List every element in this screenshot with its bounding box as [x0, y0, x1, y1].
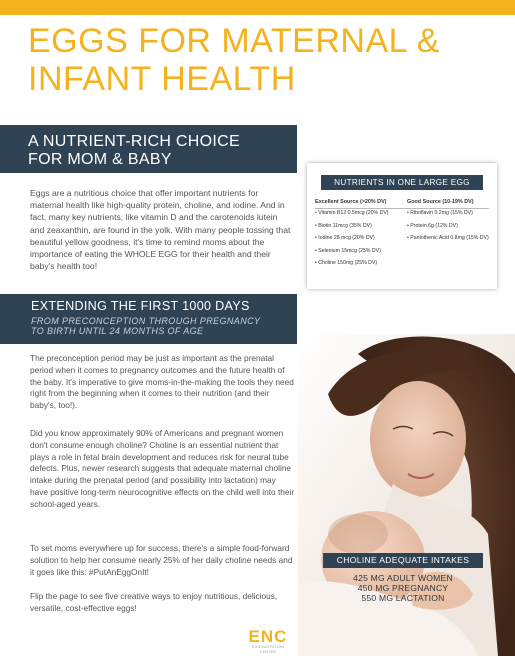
- nutrient-item: • Biotin 11mcg (35% DV): [315, 222, 372, 229]
- title-line-1: EGGS FOR MATERNAL &: [28, 22, 440, 60]
- banner2-subheading-1: FROM PRECONCEPTION THROUGH PREGNANCY: [31, 316, 261, 326]
- logo-subtext: EGG NUTRITION CENTER: [251, 645, 285, 654]
- logo-mark: ENC: [248, 627, 288, 646]
- choline-intakes-title: CHOLINE ADEQUATE INTAKES: [323, 553, 483, 568]
- excellent-source-column: [315, 199, 407, 272]
- top-accent-bar: [0, 0, 515, 15]
- nutrient-item: • Vitamin B12 0.5mcg (20% DV): [315, 210, 389, 216]
- excellent-source-header: Excellent Source (>20% DV): [315, 199, 387, 205]
- mother-baby-photo: [298, 334, 515, 656]
- choline-intakes-list: [323, 573, 483, 603]
- paragraph-flip-page: Flip the page to see five creative ways to enjoy nutritious, delicious, versatile, cost-effective eggs!: [30, 591, 278, 613]
- enc-logo: [246, 628, 290, 655]
- good-source-header: Good Source (10-19% DV): [407, 199, 474, 205]
- nutrients-card-title: NUTRIENTS IN ONE LARGE EGG: [321, 175, 483, 190]
- nutrients-card: [307, 163, 497, 289]
- title-line-2: INFANT HEALTH: [28, 60, 296, 98]
- paragraph-preconception: The preconception period may be just as important as the prenatal period when it comes to pregnancy outcomes and the future health of the baby. It's imperative to give moms-in-the-making the tools they need right from the beginning when it comes to their nutrition (and their baby's, too!).: [30, 353, 294, 411]
- page-title: [28, 22, 498, 98]
- paragraph-solution: To set moms everywhere up for success, there's a simple food-forward solution to help her consume nearly 25% of her daily choline needs and it goes like this: #PutAnEggOnIt!: [30, 543, 293, 577]
- banner2-subheading-2: TO BIRTH UNTIL 24 MONTHS OF AGE: [31, 326, 204, 336]
- banner-line-2: FOR MOM & BABY: [28, 151, 172, 168]
- section-banner-first-1000-days: [0, 294, 297, 344]
- nutrient-item: • Iodine 28 mcg (20% DV): [315, 235, 375, 241]
- nutrient-item: • Choline 150mg (25% DV): [315, 260, 378, 266]
- choline-intake-item: 450 MG PREGNANCY: [357, 583, 449, 593]
- good-source-column: [407, 199, 495, 247]
- nutrient-item: • Pantothenic Acid 0.8mg (15% DV): [407, 235, 489, 241]
- choline-intake-item: 550 MG LACTATION: [361, 593, 445, 603]
- nutrient-item: • Protein 6g (12% DV): [407, 222, 458, 229]
- banner-line-1: A NUTRIENT-RICH CHOICE: [28, 133, 240, 150]
- banner2-heading: EXTENDING THE FIRST 1000 DAYS: [31, 299, 250, 313]
- nutrient-item: • Riboflavin 0.2mg (15% DV): [407, 210, 473, 216]
- paragraph-choline: Did you know approximately 90% of Americans and pregnant women don't consume enough choline? Choline is an essential nutrient that plays a role in fetal brain development and reduces risk for neural tube defects. Plus, newer research suggests that adequate maternal choline intake during the prenatal period (and possibility into lactation) may have positive long-term neurocognitive effects on the child well into their school-aged years.: [30, 428, 295, 509]
- section-banner-nutrient-rich: [0, 125, 297, 173]
- nutrient-item: • Selenium 15mcg (25% DV): [315, 247, 381, 254]
- choline-intake-item: 425 MG ADULT WOMEN: [353, 573, 453, 583]
- intro-paragraph: Eggs are a nutritious choice that offer important nutrients for maternal health like high-quality protein, choline, and iodine. And in fact, many key nutrients, like vitamin D and the carotenoids lutein and zeaxanthin, are found in the yolk. With many people tossing that beautiful yellow goodness, it's time to remind moms about the importance of eating the WHOLE EGG for their health and their baby's health too!: [30, 188, 291, 272]
